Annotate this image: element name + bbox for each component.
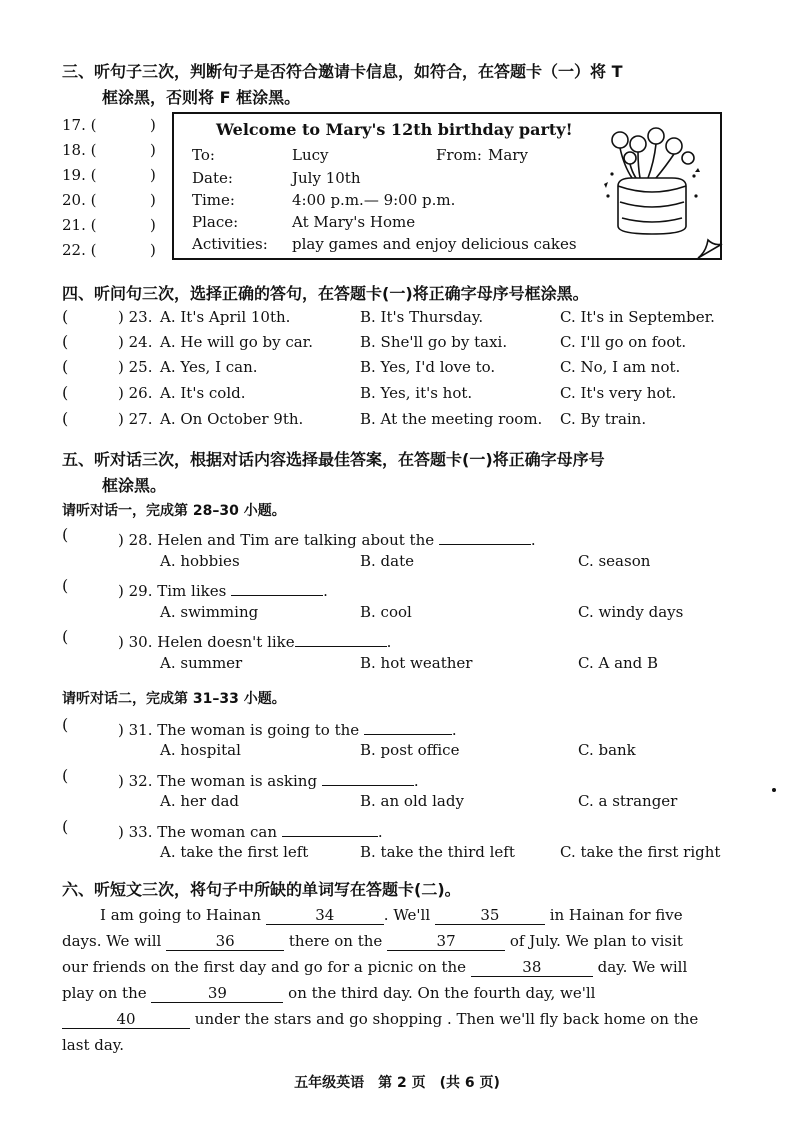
option-c: C. windy days: [578, 603, 684, 621]
dialogue1-heading: 请听对话一，完成第 28–30 小题。: [62, 503, 286, 519]
blank-40: 40: [62, 1010, 190, 1029]
option-a: A. Yes, I can.: [160, 358, 258, 376]
question-stem: ) 32. The woman is asking: [118, 772, 318, 790]
option-b: B. post office: [360, 741, 460, 759]
card-from-value: Mary: [488, 146, 528, 164]
answer-blank: [364, 716, 452, 735]
option-a: A. summer: [160, 654, 243, 672]
option-a: A. take the first left: [160, 843, 309, 861]
page-footer: 五年级英语 第 2 页 (共 6 页): [294, 1075, 500, 1091]
dialogue2-heading: 请听对话二，完成第 31–33 小题。: [62, 691, 286, 707]
blank-35: 35: [435, 906, 545, 925]
option-a: A. hobbies: [160, 552, 240, 570]
answer-blank: [295, 628, 387, 647]
question-stem: ) 28. Helen and Tim are talking about the: [118, 531, 435, 549]
option-c: C. It's very hot.: [560, 384, 677, 402]
option-a: A. swimming: [160, 603, 259, 621]
blank-36: 36: [166, 932, 284, 951]
option-c: C. bank: [578, 741, 636, 759]
blank-39: 39: [151, 984, 283, 1003]
option-a: A. hospital: [160, 741, 241, 759]
question-number: ) 27.: [118, 410, 153, 428]
card-to-label: To:: [192, 146, 215, 164]
section3-title-line2: 框涂黑，否则将 F 框涂黑。: [102, 88, 301, 107]
item-17-close: ): [150, 116, 156, 134]
item-18-label: 18. (: [62, 141, 97, 159]
answer-blank: [439, 526, 531, 545]
item-19-label: 19. (: [62, 166, 97, 184]
card-place-label: Place:: [192, 213, 239, 231]
passage-line-4: play on the 39 on the third day. On the fourth day, we'll: [62, 984, 596, 1002]
section5-title-line1: 五、听对话三次，根据对话内容选择最佳答案，在答题卡(一)将正确字母序号: [62, 450, 605, 469]
answer-blank: [231, 577, 323, 596]
option-b: B. Yes, I'd love to.: [360, 358, 496, 376]
question-stem: ) 31. The woman is going to the: [118, 721, 360, 739]
passage-line-5: 40 under the stars and go shopping . Then we'll fly back home on the: [62, 1010, 727, 1029]
answer-blank: [322, 767, 414, 786]
card-time-value: 4:00 p.m.— 9:00 p.m.: [292, 191, 456, 209]
card-heading: Welcome to Mary's 12th birthday party!: [216, 120, 573, 139]
option-a: A. her dad: [160, 792, 239, 810]
option-c: C. I'll go on foot.: [560, 333, 687, 351]
option-a: A. It's April 10th.: [160, 308, 291, 326]
card-time-label: Time:: [192, 191, 235, 209]
option-b: B. cool: [360, 603, 412, 621]
item-21-close: ): [150, 216, 156, 234]
item-19-close: ): [150, 166, 156, 184]
option-b: B. an old lady: [360, 792, 464, 810]
card-activities-label: Activities:: [192, 235, 268, 253]
question-stem: ) 29. Tim likes: [118, 582, 227, 600]
option-b: B. take the third left: [360, 843, 515, 861]
page-curl-corner: [696, 232, 724, 260]
item-20-close: ): [150, 191, 156, 209]
section3-title-line1: 三、听句子三次，判断句子是否符合邀请卡信息，如符合，在答题卡（一）将 T: [62, 62, 623, 81]
option-b: B. date: [360, 552, 415, 570]
option-b: B. She'll go by taxi.: [360, 333, 508, 351]
card-place-value: At Mary's Home: [292, 213, 416, 231]
question-number: ) 24.: [118, 333, 153, 351]
card-activities-value: play games and enjoy delicious cakes: [292, 235, 577, 253]
question-stem: ) 33. The woman can: [118, 823, 278, 841]
passage-line-1: I am going to Hainan 34 . We'll 35 in Hainan for five: [100, 906, 683, 924]
question-stem: ) 30. Helen doesn't like: [118, 633, 295, 651]
passage-line-2: days. We will 36 there on the 37 of July. We plan to visit: [62, 932, 683, 950]
item-17-label: 17. (: [62, 116, 97, 134]
question-number: ) 25.: [118, 358, 153, 376]
item-22-label: 22. (: [62, 241, 97, 259]
option-a: A. On October 9th.: [160, 410, 304, 428]
option-c: C. A and B: [578, 654, 659, 672]
option-b: B. hot weather: [360, 654, 473, 672]
option-c: C. It's in September.: [560, 308, 715, 326]
option-b: B. At the meeting room.: [360, 410, 543, 428]
option-a: A. He will go by car.: [160, 333, 313, 351]
passage-line-6: last day.: [62, 1036, 125, 1054]
blank-38: 38: [471, 958, 593, 977]
section4-title: 四、听问句三次，选择正确的答句，在答题卡(一)将正确字母序号框涂黑。: [62, 284, 589, 303]
option-c: C. No, I am not.: [560, 358, 681, 376]
card-to-value: Lucy: [292, 146, 329, 164]
blank-37: 37: [387, 932, 505, 951]
option-c: C. take the first right: [560, 843, 721, 861]
option-a: A. It's cold.: [160, 384, 246, 402]
blank-34: 34: [266, 906, 384, 925]
scan-dot: [772, 788, 776, 792]
answer-blank: [282, 818, 378, 837]
item-22-close: ): [150, 241, 156, 259]
item-20-label: 20. (: [62, 191, 97, 209]
section5-title-line2: 框涂黑。: [102, 476, 167, 495]
card-from-label: From:: [436, 146, 482, 164]
item-18-close: ): [150, 141, 156, 159]
option-c: C. By train.: [560, 410, 647, 428]
option-c: C. season: [578, 552, 651, 570]
section6-title: 六、听短文三次，将句子中所缺的单词写在答题卡(二)。: [62, 880, 461, 899]
birthday-cake-balloons-icon: [602, 126, 702, 244]
question-number: ) 23.: [118, 308, 153, 326]
card-date-label: Date:: [192, 169, 233, 187]
option-b: B. Yes, it's hot.: [360, 384, 473, 402]
passage-line-3: our friends on the first day and go for a picnic on the 38 day. We will: [62, 958, 688, 976]
item-21-label: 21. (: [62, 216, 97, 234]
option-b: B. It's Thursday.: [360, 308, 484, 326]
option-c: C. a stranger: [578, 792, 678, 810]
question-number: ) 26.: [118, 384, 153, 402]
invitation-card: [172, 112, 722, 260]
card-date-value: July 10th: [292, 169, 361, 187]
